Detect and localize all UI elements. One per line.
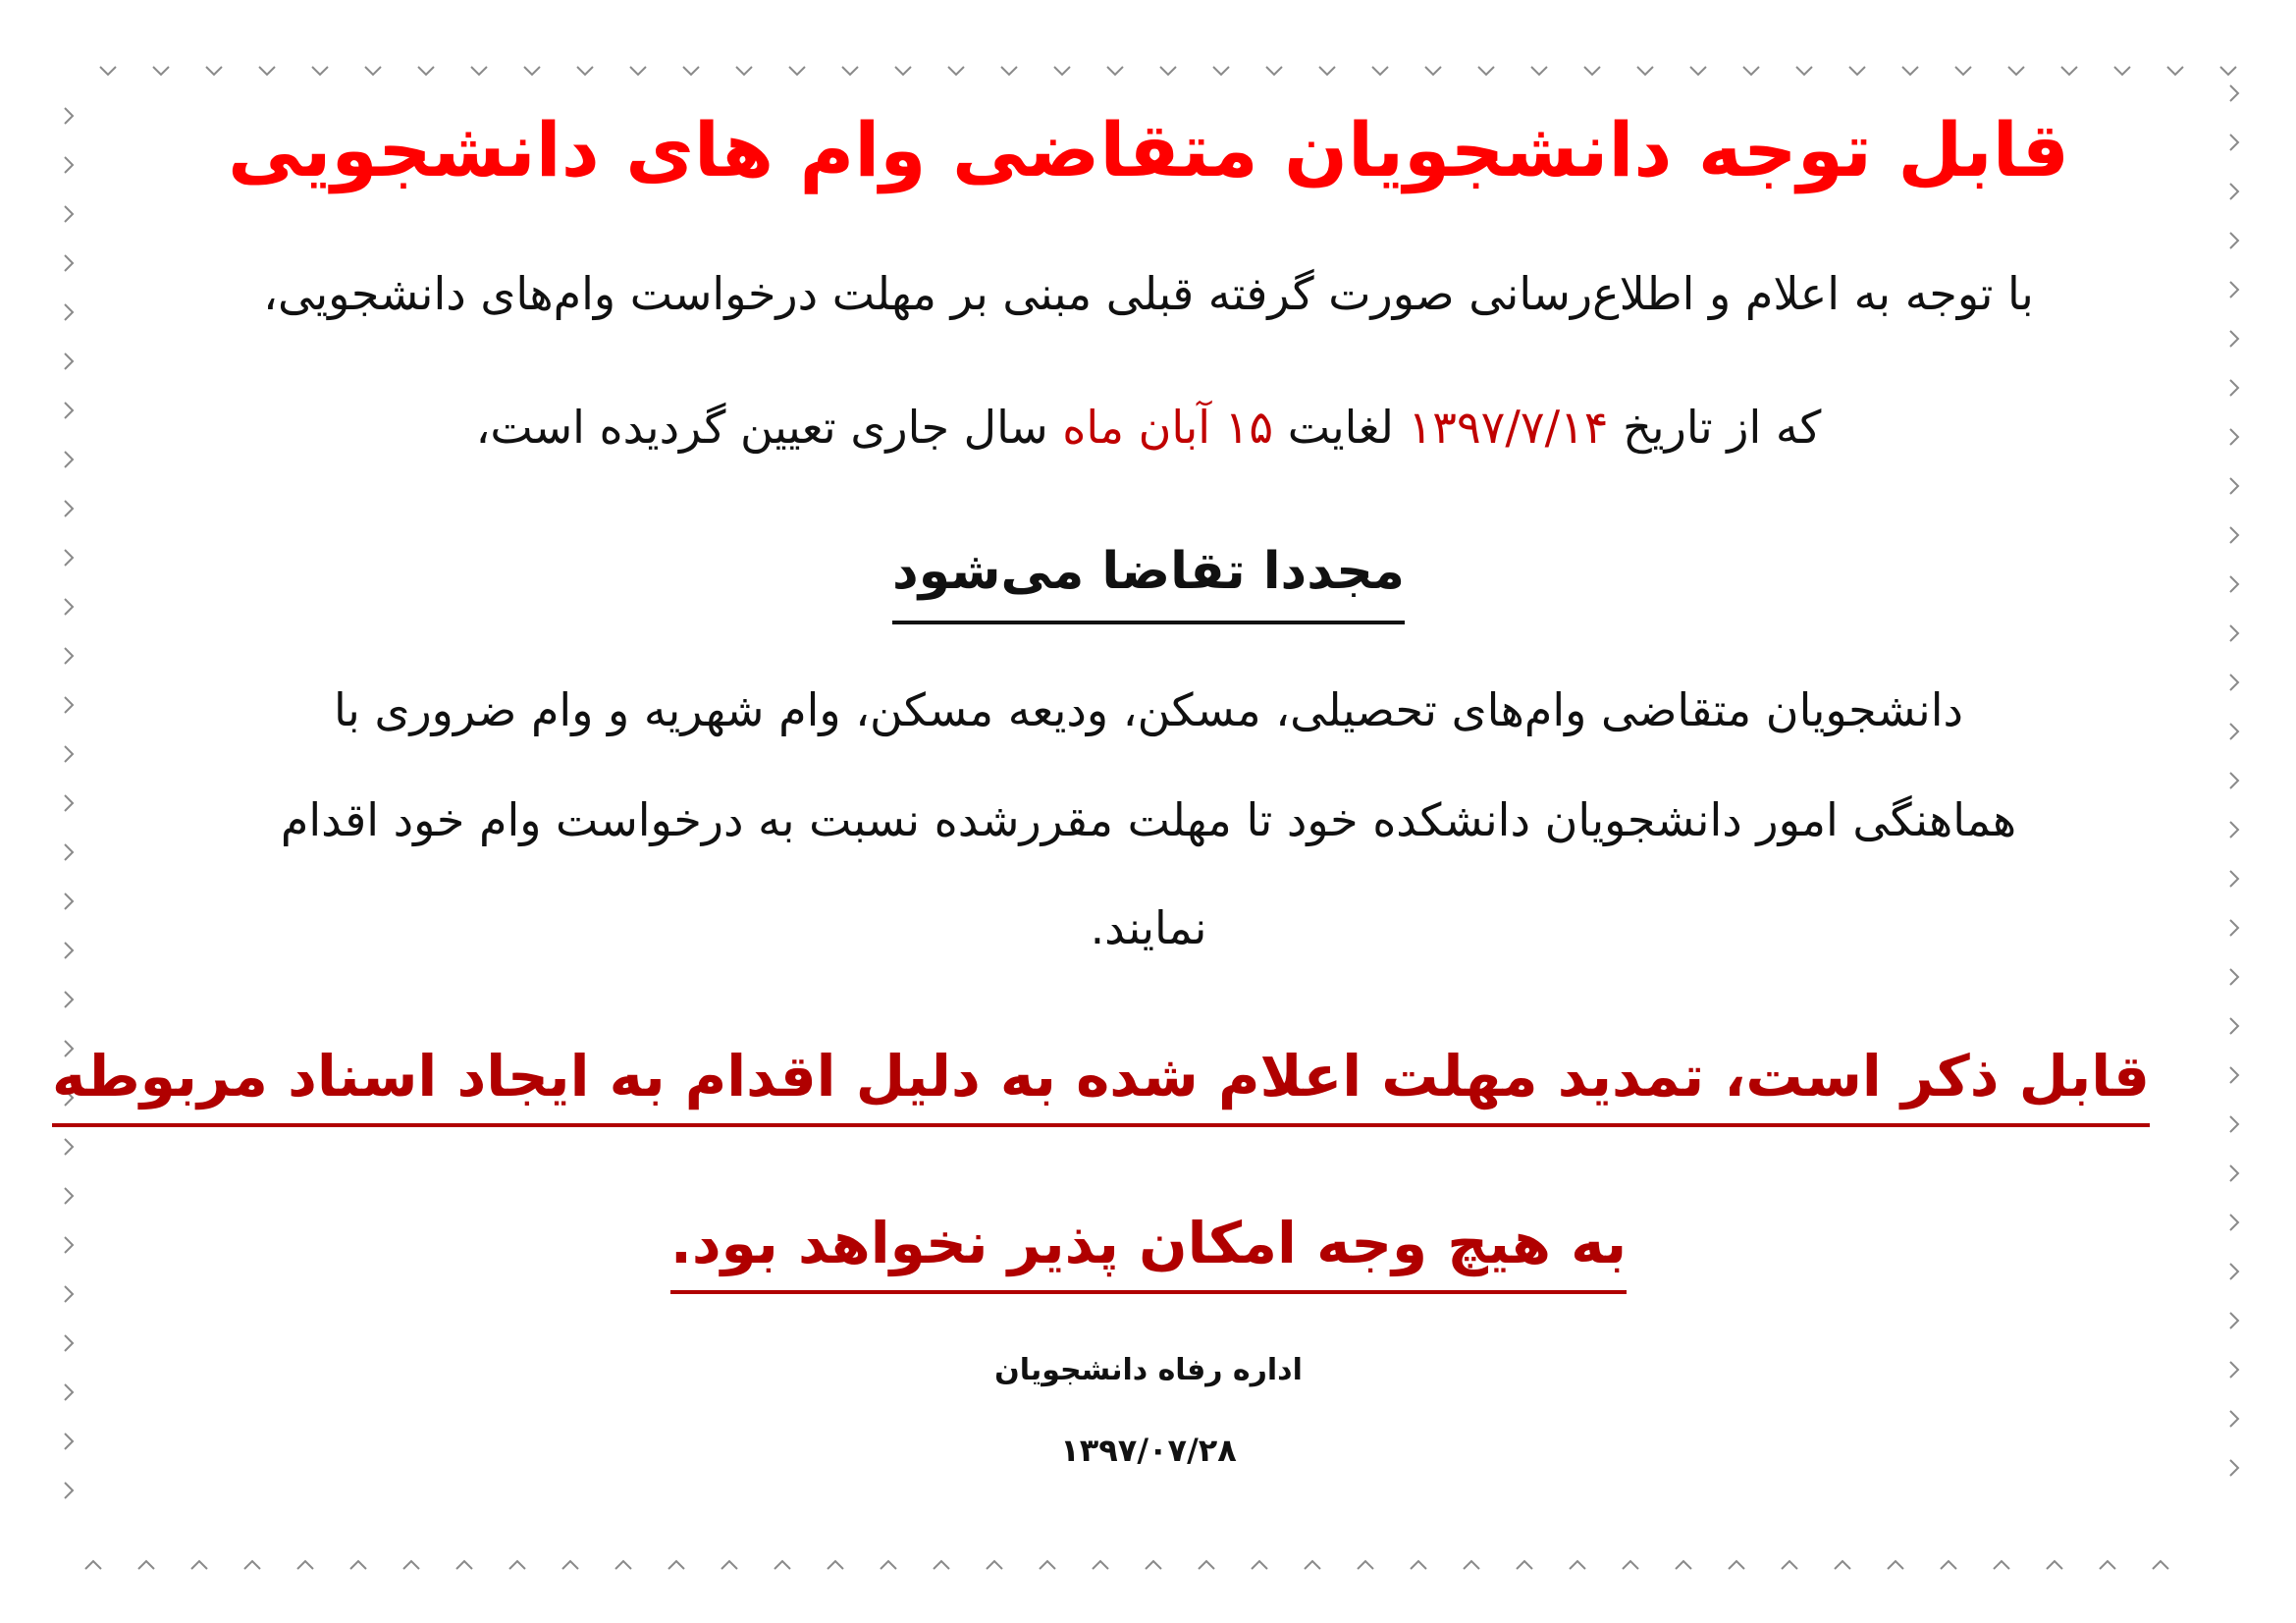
chevron-icon (2230, 1264, 2238, 1279)
chevron-icon (65, 893, 73, 909)
chevron-icon (65, 1434, 73, 1449)
chevron-icon (2230, 331, 2238, 347)
notice-line-1-text: قابل ذکر است، تمدید مهلت اعلام شده به دلیل اقدام به ایجاد اسناد مربوطه (52, 1043, 2150, 1127)
chevron-icon (2230, 1067, 2238, 1083)
chevron-icon (65, 157, 73, 173)
chevron-icon (65, 108, 73, 124)
paragraph-request-line-3: نمایند. (1090, 901, 1207, 954)
paragraph-dates (147, 401, 2150, 454)
chevron-icon (2230, 135, 2238, 150)
chevron-icon (2230, 724, 2238, 739)
end-date: ۱۵ آبان ماه (1062, 401, 1274, 454)
chevron-icon (2230, 380, 2238, 396)
chevron-icon (100, 67, 116, 75)
chevron-icon (65, 1139, 73, 1155)
chevron-icon (65, 1237, 73, 1253)
chevron-icon (2230, 282, 2238, 298)
chevron-icon (2230, 675, 2238, 690)
paragraph-intro: با توجه به اعلام و اطلاع‌رسانی صورت گرفته قبلی مبنی بر مهلت درخواست وام‌های دانشجویی، (263, 267, 2034, 320)
chevron-icon (2230, 429, 2238, 445)
notice-line-1 (52, 1043, 2150, 1127)
start-date: ۱۳۹۷/۷/۱۴ (1408, 401, 1609, 454)
chevron-icon (65, 1286, 73, 1302)
chevron-icon (65, 255, 73, 271)
chevron-icon (65, 403, 73, 418)
chevron-icon (65, 1384, 73, 1400)
subheading (147, 542, 2150, 624)
chevron-icon (2230, 1116, 2238, 1132)
dates-middle: لغایت (1287, 401, 1394, 454)
chevron-icon (2167, 67, 2183, 75)
chevron-icon (65, 1188, 73, 1204)
chevron-icon (65, 206, 73, 222)
chevron-icon (65, 599, 73, 615)
chevron-icon (2230, 969, 2238, 985)
document-title: قابل توجه دانشجویان متقاضی وام های دانشجویی (227, 106, 2070, 193)
chevron-icon (85, 1561, 101, 1569)
chevron-icon (2230, 1460, 2238, 1476)
chevron-icon (65, 1483, 73, 1498)
chevron-icon (65, 844, 73, 860)
chevron-icon (2230, 1215, 2238, 1230)
chevron-icon (2230, 1362, 2238, 1378)
chevron-icon (65, 304, 73, 320)
dates-prefix: که از تاریخ (1623, 401, 1822, 454)
chevron-icon (65, 1335, 73, 1351)
signature: اداره رفاه دانشجویان (994, 1353, 1303, 1387)
chevron-icon (65, 501, 73, 516)
chevron-icon (2230, 920, 2238, 936)
chevron-icon (2230, 773, 2238, 788)
chevron-icon (2230, 478, 2238, 494)
chevron-icon (2230, 576, 2238, 592)
paragraph-request-line-2: هماهنگی امور دانشجویان دانشکده خود تا مهلت مقررشده نسبت به درخواست وام خود اقدام (280, 793, 2017, 846)
notice-line-2-text: به هیچ وجه امکان پذیر نخواهد بود. (670, 1210, 1627, 1294)
subheading-text: مجددا تقاضا می‌شود (892, 542, 1405, 624)
chevron-icon (65, 992, 73, 1007)
chevron-icon (2230, 1411, 2238, 1427)
dates-suffix: سال جاری تعیین گردیده است، (475, 401, 1048, 454)
chevron-icon (65, 795, 73, 811)
document-content (52, 0, 2150, 1623)
chevron-icon (65, 746, 73, 762)
chevron-icon (65, 452, 73, 467)
chevron-icon (2230, 233, 2238, 248)
chevron-icon (2230, 822, 2238, 838)
chevron-icon (2230, 1018, 2238, 1034)
notice-line-2 (147, 1210, 2150, 1294)
paragraph-request-line-1: دانشجویان متقاضی وام‌های تحصیلی، مسکن، ودیعه مسکن، وام شهریه و وام ضروری با (334, 683, 1963, 736)
chevron-icon (2230, 625, 2238, 641)
chevron-icon (2230, 1165, 2238, 1181)
chevron-icon (65, 697, 73, 713)
border-left-chevrons (65, 108, 73, 1498)
border-right-chevrons (2230, 85, 2238, 1476)
chevron-icon (65, 550, 73, 566)
chevron-icon (2230, 1313, 2238, 1328)
chevron-icon (2230, 85, 2238, 101)
chevron-icon (65, 353, 73, 369)
document-date: ۱۳۹۷/۰۷/۲۸ (1060, 1432, 1237, 1469)
chevron-icon (2230, 527, 2238, 543)
chevron-icon (2153, 1561, 2168, 1569)
chevron-icon (2230, 871, 2238, 887)
chevron-icon (2220, 67, 2236, 75)
chevron-icon (65, 648, 73, 664)
chevron-icon (2230, 184, 2238, 199)
chevron-icon (65, 943, 73, 958)
